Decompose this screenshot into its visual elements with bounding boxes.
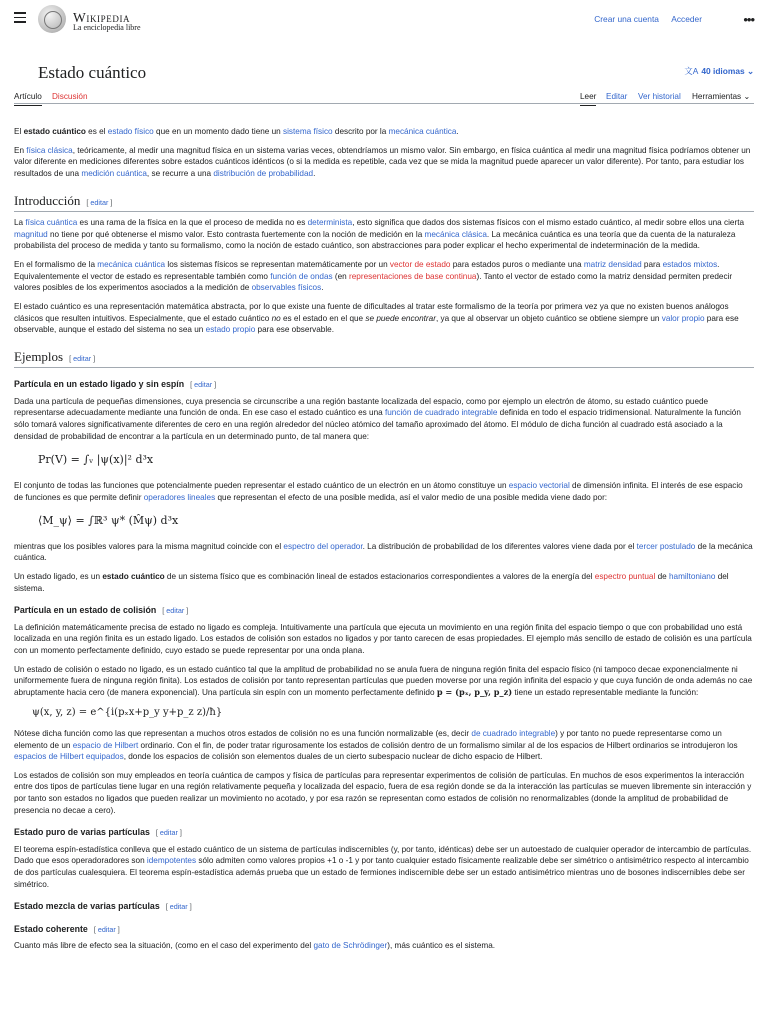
translate-icon: 文A (684, 66, 699, 76)
top-bar (0, 0, 768, 38)
paragraph: mientras que los posibles valores para la misma magnitud coincide con el espectro del operador. La distribución de probabilidad de los diferentes valores viene dada por el tercer postulado de la mecánica cuántica. (14, 541, 753, 563)
subsection-heading: Partícula en un estado de colisión [ editar ] (14, 605, 189, 616)
article-body (14, 126, 754, 959)
section-heading: Ejemplos [ editar ] (14, 348, 754, 368)
edit-link[interactable]: editar (169, 902, 188, 912)
paragraph: En el formalismo de la mecánica cuántica los sistemas físicos se representan matemáticamente por un vector de estado para estados puros o mediante una matriz densidad para estados mixtos. Equivalentemente el vector de estado es representable también como función de ondas (en representaciones de base continua). Tanto el vector de estado como la matriz densidad permiten predecir valores posibles de los experimentos asociados a la medición de observables físicos. (14, 259, 733, 293)
paragraph: Un estado ligado, es un estado cuántico de un sistema físico que es combinación lineal de estados estacionarios correspondientes a valores de la energía del espectro puntual de hamiltoniano del sistema. (14, 572, 729, 593)
formula: ψ(x, y, z) = e^{i(pₓx+p_y y+p_z z)/ħ} (32, 706, 223, 718)
tab-read[interactable]: Leer (580, 91, 596, 106)
edit-link[interactable]: editar (166, 606, 185, 616)
paragraph: En física clásica, teóricamente, al medir una magnitud física en un sistema varias veces, obtendríamos un mismo valor. Sin embargo, en física cuántica al medir una magnitud física podríamos obtener un valor diferente en mediciones diferentes sobre estados cuánticos idénticos (o si la medida es repetible, cada vez que se mida la magnitud puede aparecer un valor diferente). Por tanto, para estudiar los resultados de una medición cuántica, se recurre a una distribución de probabilidad. (14, 145, 751, 178)
formula: ⟨M_ψ⟩ = ∫ℝ³ ψ* (M̂ψ) d³x (38, 514, 179, 528)
paragraph: Un estado de colisión o estado no ligado, es un estado cuántico tal que la amplitud de probabilidad no se anula fuera de ninguna región finita del espacio físico (ni tampoco decae exponencialmente ni uniformemente fuera de ninguna región finita). Los estados de colisión por tanto representan partículas que pueden moverse por una región infinita del espacio y que cuya función de onda además no cae abruptamente hacia cero (de manera exponencial). Una partícula sin espín con un momento perfectamente definido p = (pₓ, p_y, p_z) tiene un estado representable mediante la función: (14, 664, 753, 698)
paragraph: La definición matemáticamente precisa de estado no ligado es compleja. Intuitivamente una partícula que ejecuta un movimiento en una región finita del espacio tiempo o que con probabilidad uno está localizada en una región finita es un estado ligado. Los estados de colisión son estados no ligados y por tanto carecen de esas propiedades. El ejemplo más sencillo de estado de colisión es una partícula con un momento perfectamente definido, cuyo estado se puede representar por una onda plana. (14, 622, 752, 656)
section-heading: Introducción [ editar ] (14, 192, 754, 212)
edit-link[interactable]: editar (194, 380, 213, 390)
more-options-icon[interactable]: ••• (743, 12, 754, 27)
edit-link[interactable]: editar (90, 197, 109, 207)
create-account-link[interactable]: Crear una cuenta (594, 14, 659, 24)
formula: Pr(V) = ∫ᵥ |ψ(x)|² d³x (38, 453, 154, 467)
paragraph: Cuanto más libre de efecto sea la situación, (como en el caso del experimento del gato de Schrödinger), más cuántico es el sistema. (14, 941, 496, 951)
paragraph: Dada una partícula de pequeñas dimensiones, cuya presencia se circunscribe a una región bastante localizada del espacio, como por ejemplo un electrón de átomo, su estado cuántico puede representarse adecuadamente mediante una función de onda. En ese caso el estado cuántico es una función de cuadrado integrable definida en todo el espacio tridimensional. Naturalmente la función sólo tomará valores significativamente diferentes de cero en una región alrededor del núcleo atómico del tamaño aproximado del átomo. El módulo de dicha función al cuadrado está asociado a la densidad de probabilidad de encontrar a la partícula en un determinado punto, de tal manera que: (14, 396, 741, 441)
wikipedia-tagline: La enciclopedia libre (73, 23, 141, 32)
user-links (584, 14, 702, 26)
tab-discussion[interactable]: Discusión (52, 92, 88, 101)
wikipedia-wordmark[interactable]: Wikipedia (73, 10, 131, 25)
paragraph: El teorema espín-estadística conlleva que el estado cuántico de un sistema de partículas indiscernibles (y, por tanto, idénticas) debe ser un autoestado de cualquier operador de intercambio de partículas. Dado que esos operadoradores son idempotentes sólo admiten como valores propios +1 o -1 y por tanto cualquier estado físicamente realizable debe ser simétrico o antisimétrico respecto al intercambio de dos partículas cualesquiera. El teorema espín-estadística además prueba que un estado de fermiones indiscernible debe ser un estado antisimétrico mientras uno de bosones indiscernibles debe ser simétrico. (14, 844, 752, 889)
edit-link[interactable]: editar (159, 828, 178, 838)
paragraph: El conjunto de todas las funciones que potencialmente pueden representar el estado cuántico de un electrón en un átomo constituye un espacio vectorial de dimensión infinita. El interés de ese espacio de funciones es que permite definir operadores lineales que representan el efecto de una posible medida, así el valor medio de una posible medida viene dado por: (14, 480, 743, 502)
paragraph: El estado cuántico es una representación matemática abstracta, por lo que existe una fuente de dificultades al tratar este formalismo de la teoría por primera vez ya que no existen buenos análogos clásicos que resulten intuitivos. Especialmente, que el estado cuántico no es el estado en el que se puede encontrar, ya que al observar un objeto cuántico se obtiene siempre un valor propio para ese observable, aunque el estado del sistema no sea un estado propio para ese observable. (14, 301, 739, 335)
paragraph: Nótese dicha función como las que representan a muchos otros estados de colisión no es una función normalizable (es, decir de cuadrado integrable) y por tanto no puede representarse como un elemento de un espacio de Hilbert ordinario. Con el fin, de poder tratar rigurosamente los estados de colisión dentro de un formalismo similar al de los espacios de Hilbert ordinarios se introdujeron los espacios de Hilbert equipados, donde los espacios de colisión son elementos duales de un cierto subespacio nuclear de dicho espacio de Hilbert. (14, 728, 738, 762)
paragraph: El estado cuántico es el estado físico que en un momento dado tiene un sistema físico descrito por la mecánica cuántica. (14, 127, 459, 136)
edit-link[interactable]: editar (73, 353, 92, 363)
edit-link[interactable]: editar (97, 924, 116, 934)
chevron-down-icon: ⌄ (746, 66, 754, 76)
page-title: Estado cuántico (38, 63, 147, 82)
paragraph: Los estados de colisión son muy empleados en teoría cuántica de campos y física de partículas para representar experimentos de colisión de partículas. En muchos de esos experimentos la interacción entre dos tipos de partículas tiene lugar en una región relativamente pequeña y localizada del espacio, fuera de esa región donde se da la interacción las partículas se mueven libremente sin interacción y por tanto son estados no ligados que pueden realizar un movimiento no acotado, y por esa razón se representan como estados de colisión no renormalizables (donde la amplitud de probabilidad de presencia no decae a cero). (14, 770, 752, 815)
paragraph: La física cuántica es una rama de la física en la que el proceso de medida no es determinista, esto significa que dados dos sistemas físicos con el mismo estado cuántico, al medir sobre ellos una cierta magnitud no tiene por qué obtenerse el mismo valor. Esto contrasta fuertemente con la noción de medición en la mecánica clásica. La mecánica cuántica es una teoría que da cuenta de la naturaleza probabilista del proceso de medida y tanto su formalismo, como la noción de estado cuántico, son abstracciones para poder explicar el hecho experimental de indeterminación de la medida. (14, 218, 745, 251)
chevron-down-icon: ⌄ (743, 92, 751, 101)
tab-article[interactable]: Artículo (14, 91, 42, 106)
subsection-heading: Partícula en un estado ligado y sin espín [ editar ] (14, 379, 217, 390)
subsection-heading: Estado coherente [ editar ] (14, 923, 120, 934)
subsection-heading: Estado mezcla de varias partículas [ editar ] (14, 901, 192, 912)
login-link[interactable]: Acceder (671, 14, 702, 24)
language-button[interactable]: 文A 40 idiomas ⌄ (684, 66, 754, 76)
page-tabs (14, 88, 754, 104)
tab-edit[interactable]: Editar (606, 92, 628, 101)
tab-tools[interactable]: Herramientas ⌄ (692, 92, 751, 101)
wikipedia-globe-logo[interactable] (38, 5, 66, 33)
menu-icon[interactable] (14, 12, 26, 22)
tab-history[interactable]: Ver historial (638, 92, 681, 101)
subsection-heading: Estado puro de varias partículas [ editar ] (14, 827, 182, 838)
